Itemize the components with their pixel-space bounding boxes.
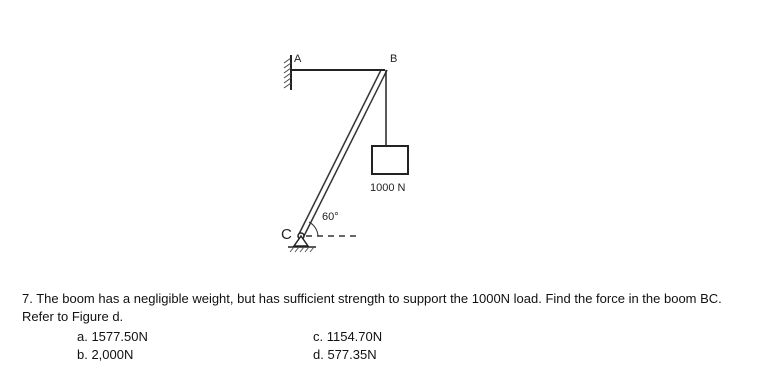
option-c[interactable]: c. 1154.70N (313, 329, 383, 344)
option-d[interactable]: d. 577.35N (313, 347, 377, 362)
label-a: A (294, 53, 302, 65)
wall-support-a (284, 55, 291, 90)
option-b[interactable]: b. 2,000N (77, 347, 134, 362)
load-box (372, 146, 408, 174)
option-a[interactable]: a. 1577.50N (77, 329, 148, 344)
load-label: 1000 N (370, 182, 406, 194)
question-text: 7. The boom has a negligible weight, but has sufficient strength to support the 1000N load. Find the force in the boom BC. Refer to Figure d. (22, 291, 722, 324)
label-b: B (390, 53, 398, 65)
label-c: C (281, 226, 292, 243)
angle-label: 60° (322, 211, 339, 223)
